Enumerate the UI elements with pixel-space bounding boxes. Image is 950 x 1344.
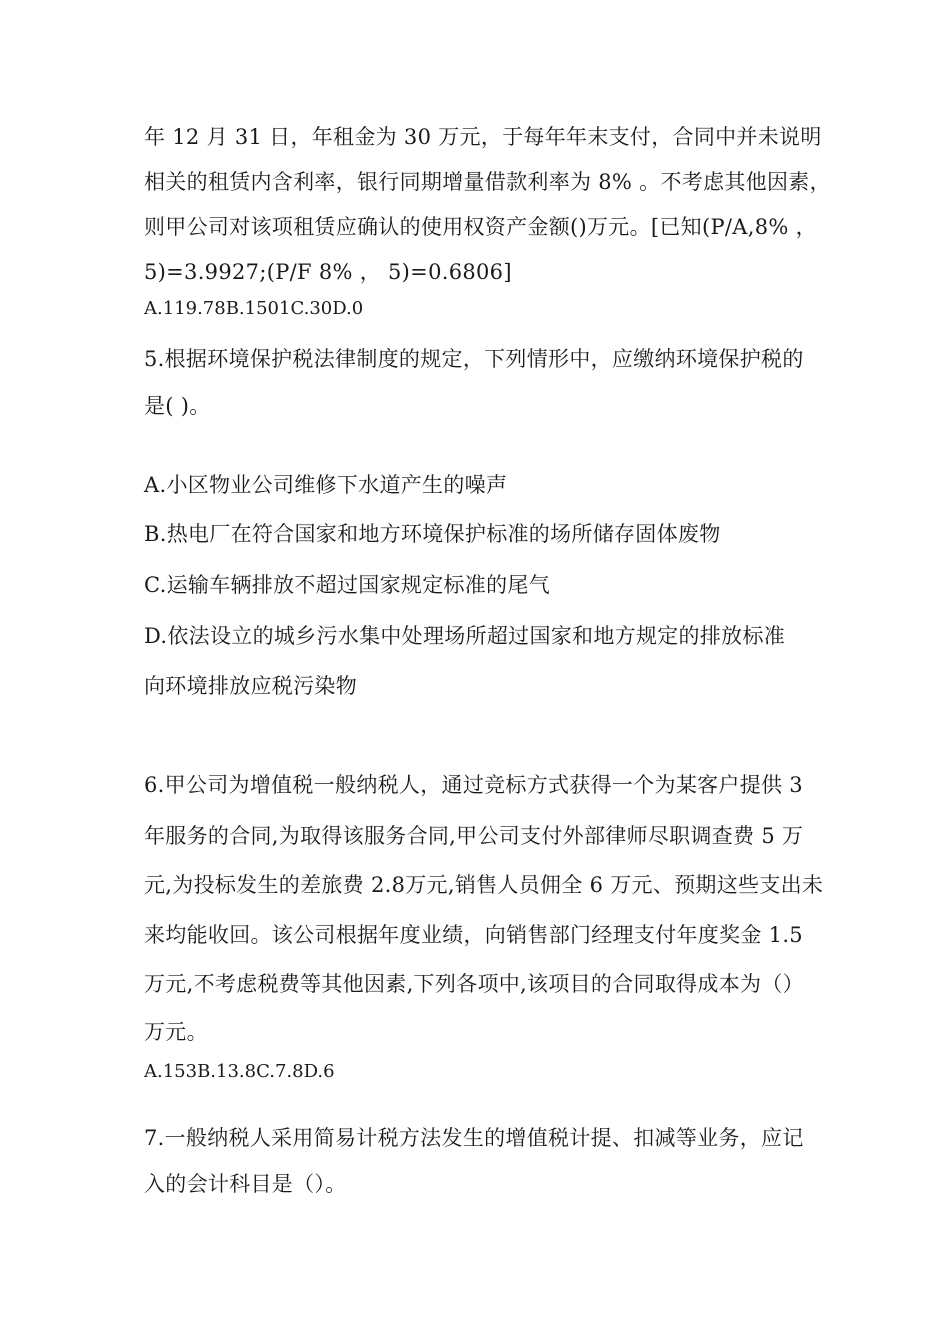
- q5-option-a: A.小区物业公司维修下水道产生的噪声: [144, 473, 508, 497]
- q7-stem-line-2: 入的会计科目是（）。: [144, 1172, 347, 1196]
- q6-stem-line-2: 年服务的合同,为取得该服务合同,甲公司支付外部律师尽职调查费 5 万: [144, 824, 804, 848]
- q6-stem-line-3: 元,为投标发生的差旅费 2.8万元,销售人员佣全 6 万元、预期这些支出未: [144, 873, 824, 897]
- q5-stem-line-1: 5.根据环境保护税法律制度的规定，下列情形中，应缴纳环境保护税的: [144, 347, 804, 371]
- q5-option-d-line-1: D.依法设立的城乡污水集中处理场所超过国家和地方规定的排放标准: [144, 624, 786, 648]
- q6-stem-line-6: 万元。: [144, 1020, 208, 1044]
- q4-line-3: 则甲公司对该项租赁应确认的使用权资产金额()万元。[已知(P/A,8% ，: [144, 215, 817, 239]
- q6-stem-line-5: 万元,不考虑税费等其他因素,下列各项中,该项目的合同取得成本为（）: [144, 972, 804, 996]
- q6-stem-line-1: 6.甲公司为增值税一般纳税人，通过竞标方式获得一个为某客户提供 3: [144, 773, 803, 797]
- q5-stem-line-2: 是( )。: [144, 394, 211, 418]
- q4-options: A.119.78B.1501C.30D.0: [144, 298, 364, 319]
- q4-line-2: 相关的租赁内含利率，银行同期增量借款利率为 8% 。不考虑其他因素，: [144, 170, 831, 194]
- q6-options: A.153B.13.8C.7.8D.6: [144, 1061, 335, 1082]
- q4-line-4: 5)=3.9927;(P/F 8% ， 5)=0.6806]: [144, 260, 512, 284]
- q4-line-1: 年 12 月 31 日，年租金为 30 万元，于每年年末支付，合同中并未说明: [144, 125, 822, 149]
- q6-stem-line-4: 来均能收回。该公司根据年度业绩，向销售部门经理支付年度奖金 1.5: [144, 923, 803, 947]
- q7-stem-line-1: 7.一般纳税人采用简易计税方法发生的增值税计提、扣减等业务，应记: [144, 1126, 804, 1150]
- q5-option-c: C.运输车辆排放不超过国家规定标准的尾气: [144, 573, 550, 597]
- q5-option-b: B.热电厂在符合国家和地方环境保护标准的场所储存固体废物: [144, 522, 721, 546]
- q5-option-d-line-2: 向环境排放应税污染物: [144, 674, 357, 698]
